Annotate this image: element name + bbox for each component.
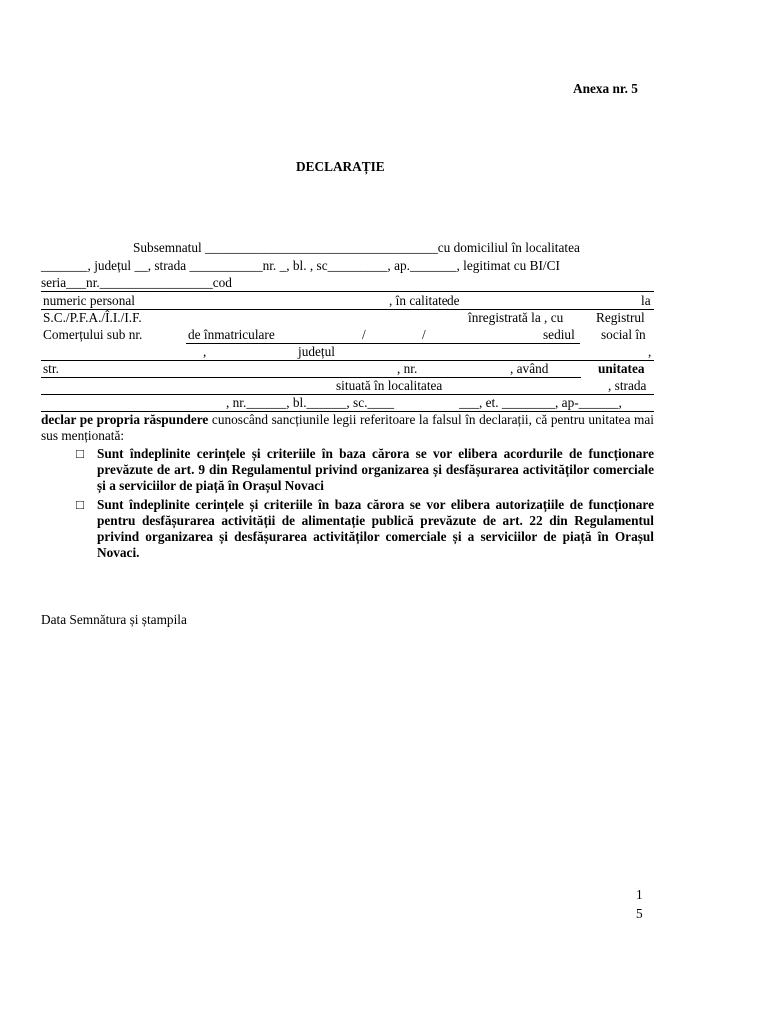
form-text: sediul bbox=[543, 327, 575, 342]
commerce-label: Comerțului sub nr. bbox=[43, 327, 143, 342]
form-text: , bbox=[203, 344, 207, 359]
checkbox-option-2[interactable]: □ bbox=[76, 497, 85, 512]
option-1-text: Sunt îndeplinite cerințele și criteriile în baza cărora se vor elibera acordurile de funcționare prevăzute de art. 9 din Regulamentul privind organizarea și desfășurarea activităților comerciale și a serviciilor de piață în Orașul Novaci bbox=[97, 446, 654, 493]
form-text: , nr.______, bl.______, sc.____ bbox=[226, 395, 395, 410]
company-type-label: S.C./P.F.A./Î.I./I.F. bbox=[43, 310, 142, 325]
form-text: de bbox=[447, 293, 460, 308]
form-text: , bbox=[648, 344, 652, 359]
personal-code-label: numeric personal bbox=[43, 293, 135, 308]
form-text: , strada bbox=[608, 378, 647, 393]
registry-label: Registrul bbox=[596, 310, 645, 325]
form-line-1: Subsemnatul ___________________________________cu domiciliul în localitatea bbox=[133, 240, 580, 255]
locality-label: situată în localitatea bbox=[336, 378, 443, 393]
rule-line bbox=[41, 377, 581, 378]
document-title: DECLARAȚIE bbox=[296, 159, 385, 174]
rule-line bbox=[41, 360, 654, 361]
rule-line bbox=[41, 291, 654, 292]
page-number-1: 1 bbox=[636, 887, 643, 902]
option-2-text: Sunt îndeplinite cerințele și criteriile în baza cărora se vor elibera autorizațiile de funcționare pentru desfășurarea activității de alimentație publică prevăzute de art. 22 din Regulamentul privind organizarea și desfășurarea activităților comerciale și a serviciilor de piață în Orașul Novaci. bbox=[97, 497, 654, 560]
form-text: social în bbox=[601, 327, 646, 342]
form-line-3: seria___nr._________________cod bbox=[41, 275, 232, 290]
signature-line: Data Semnătura și ștampila bbox=[41, 612, 187, 627]
declaration-bold: declar pe propria răspundere bbox=[41, 412, 209, 427]
county-label: județul bbox=[298, 344, 335, 359]
form-text: ___, et. ________, ap-______, bbox=[459, 395, 622, 410]
declaration-text: cunoscând sancțiunile legii referitoare la falsul în declarații, că pentru unitatea mai sus menționată: bbox=[41, 412, 654, 443]
registered-label: înregistrată la , cu bbox=[468, 310, 564, 325]
street-label: str. bbox=[43, 361, 59, 376]
unit-label: unitatea bbox=[598, 361, 645, 376]
rule-line bbox=[186, 343, 580, 344]
form-line-2: _______, județul __, strada ___________nr. _, bl. , sc_________, ap._______, legitimat cu BI/CI bbox=[41, 258, 560, 273]
capacity-label: , în calitate bbox=[389, 293, 448, 308]
form-text: , nr. bbox=[397, 361, 418, 376]
form-text: , având bbox=[510, 361, 549, 376]
checkbox-option-1[interactable]: □ bbox=[76, 446, 85, 461]
annex-label: Anexa nr. 5 bbox=[573, 81, 638, 96]
form-text: / bbox=[362, 327, 366, 342]
form-text: / bbox=[422, 327, 426, 342]
registration-label: de înmatriculare bbox=[188, 327, 275, 342]
form-text: la bbox=[641, 293, 651, 308]
page-number-2: 5 bbox=[636, 906, 643, 921]
declaration-paragraph bbox=[41, 412, 654, 444]
